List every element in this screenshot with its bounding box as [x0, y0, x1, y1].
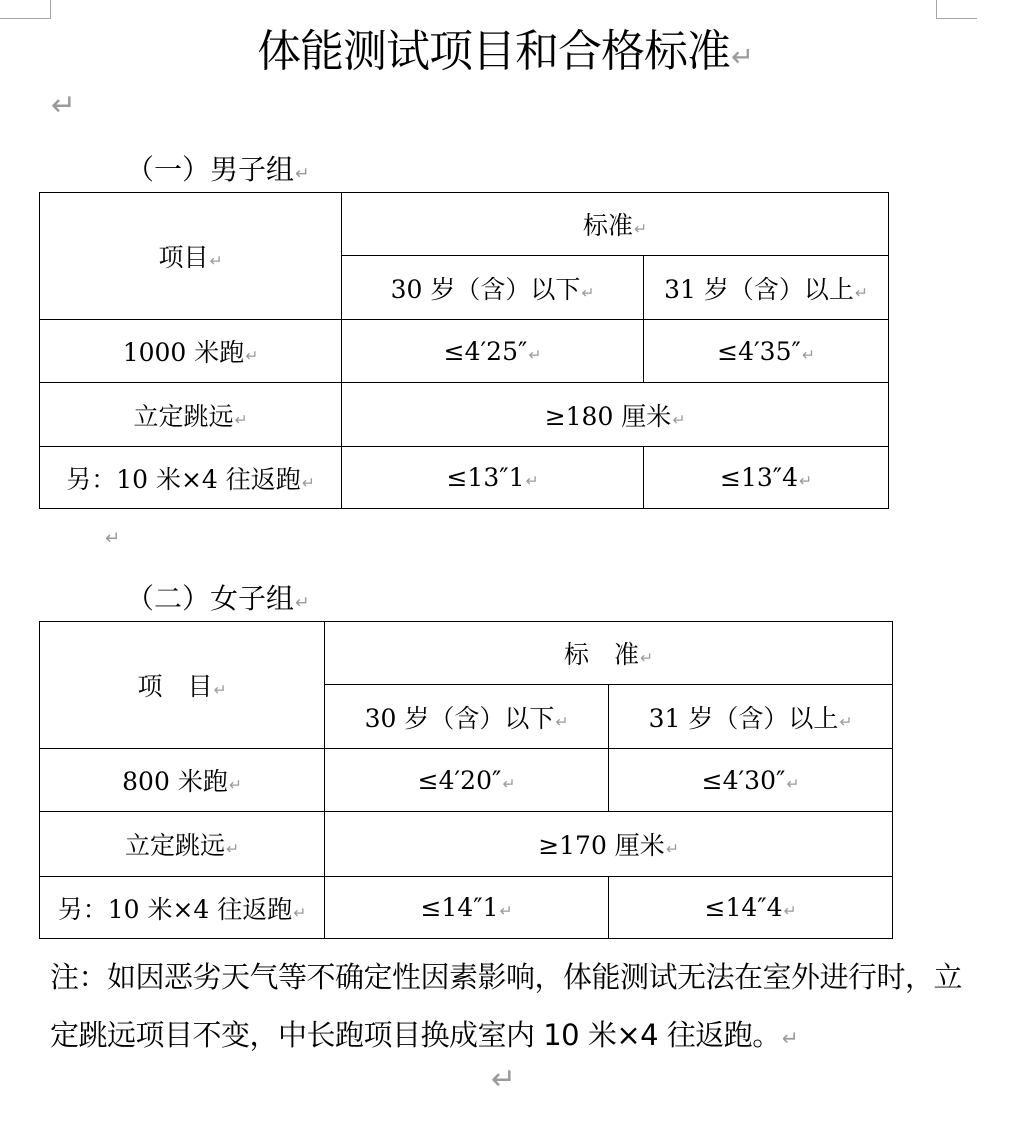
- paragraph-mark-icon: ↵: [781, 1026, 799, 1050]
- paragraph-mark-icon: ↵: [634, 220, 648, 238]
- empty-paragraph: [490, 1062, 516, 1097]
- men-section-heading: [126, 150, 310, 194]
- item-cell: [40, 877, 325, 939]
- header-cell-item: [40, 622, 325, 749]
- standard-text: ≤14″4: [704, 893, 783, 922]
- table-header-row: [40, 622, 893, 685]
- paragraph-mark-icon: ↵: [799, 472, 813, 490]
- standard-cell-under-30: [342, 447, 644, 509]
- paragraph-mark-icon: ↵: [301, 473, 315, 492]
- paragraph-mark-icon: ↵: [502, 774, 516, 793]
- standard-text: ≤13″4: [720, 463, 799, 492]
- men-standards-table: [39, 192, 889, 509]
- table-row: [40, 877, 893, 939]
- header-age-under-text: 30 岁（含）以下: [364, 703, 555, 733]
- item-text: 立定跳远: [133, 401, 234, 431]
- header-cell-age-under-30: [342, 256, 644, 320]
- header-age-over-text: 31 岁（含）以上: [664, 274, 854, 304]
- paragraph-mark-icon: ↵: [295, 593, 310, 613]
- crop-mark-top-right: [936, 0, 977, 19]
- paragraph-mark-icon: ↵: [228, 776, 242, 794]
- table-row: [40, 383, 889, 447]
- standard-cell-over-31: [644, 320, 889, 383]
- standard-cell-under-30: [342, 320, 644, 383]
- standard-text: ≤4′35″: [717, 336, 801, 366]
- header-item-text: 项目: [158, 243, 209, 272]
- paragraph-mark-icon: ↵: [295, 164, 310, 184]
- table-row: [40, 320, 889, 383]
- paragraph-mark-icon: ↵: [51, 88, 77, 123]
- item-cell: [40, 320, 342, 383]
- header-standard-text: 标准: [583, 211, 634, 240]
- women-heading-text: （二）女子组: [126, 582, 295, 615]
- standard-cell-merged: [325, 812, 893, 877]
- header-standard-text: 标 准: [564, 640, 640, 669]
- paragraph-mark-icon: ↵: [581, 283, 595, 302]
- paragraph-mark-icon: ↵: [665, 840, 679, 858]
- paragraph-mark-icon: ↵: [293, 903, 307, 922]
- standard-text: ≤4′25″: [443, 336, 528, 366]
- standard-text: ≤13″1: [446, 463, 525, 492]
- header-cell-item: [40, 193, 342, 320]
- standard-cell-under-30: [325, 877, 609, 939]
- paragraph-mark-icon: ↵: [499, 902, 513, 920]
- header-cell-age-under-30: [325, 685, 609, 749]
- item-text: 800 米跑: [122, 767, 228, 796]
- header-age-over-text: 31 岁（含）以上: [648, 703, 839, 733]
- item-text: 1000 米跑: [122, 338, 245, 367]
- header-item-text: 项 目: [137, 672, 213, 701]
- paragraph-mark-icon: ↵: [209, 252, 223, 270]
- paragraph-mark-icon: ↵: [234, 410, 248, 429]
- table-row: [40, 812, 893, 877]
- paragraph-mark-icon: ↵: [213, 681, 227, 699]
- empty-paragraph: [50, 88, 76, 123]
- table-row: [40, 749, 893, 812]
- header-cell-age-over-31: [609, 685, 893, 749]
- standard-cell-merged: [342, 383, 889, 447]
- note-paragraph: [50, 948, 980, 1067]
- item-cell: [40, 749, 325, 812]
- standard-text: ≥180 厘米: [544, 401, 672, 431]
- standard-text: ≤4′30″: [701, 765, 786, 795]
- table-row: [40, 447, 889, 509]
- paragraph-mark-icon: ↵: [555, 712, 569, 731]
- standard-cell-over-31: [644, 447, 889, 509]
- paragraph-mark-icon: ↵: [245, 347, 259, 365]
- standard-text: ≥170 厘米: [538, 831, 665, 860]
- standard-cell-under-30: [325, 749, 609, 812]
- item-cell: [40, 383, 342, 447]
- paragraph-mark-icon: ↵: [226, 840, 239, 858]
- item-cell: [40, 812, 325, 877]
- note-text: 注：如因恶劣天气等不确定性因素影响，体能测试无法在室外进行时，立定跳远项目不变，中长跑项目换成室内 10 米×4 往返跑。: [50, 960, 963, 1052]
- table-header-row: [40, 193, 889, 256]
- paragraph-mark-icon: ↵: [525, 472, 539, 490]
- header-cell-standard: [325, 622, 893, 685]
- header-age-under-text: 30 岁（含）以下: [390, 274, 581, 304]
- item-text: 立定跳远: [124, 831, 225, 860]
- item-text: 另：10 米×4 往返跑: [57, 894, 293, 924]
- crop-mark-top-left: [0, 0, 51, 19]
- women-standards-table: [39, 621, 893, 939]
- paragraph-mark-icon: ↵: [731, 42, 753, 73]
- men-heading-text: （一）男子组: [126, 153, 295, 186]
- paragraph-mark-icon: ↵: [491, 1062, 517, 1097]
- paragraph-mark-icon: ↵: [672, 410, 686, 429]
- item-cell: [40, 447, 342, 509]
- standard-cell-over-31: [609, 877, 893, 939]
- header-cell-standard: [342, 193, 889, 256]
- paragraph-mark-icon: ↵: [839, 712, 853, 731]
- header-cell-age-over-31: [644, 256, 889, 320]
- item-text: 另：10 米×4 往返跑: [66, 464, 301, 494]
- paragraph-mark-icon: ↵: [783, 902, 797, 920]
- women-section-heading: [126, 579, 310, 623]
- standard-text: ≤14″1: [420, 893, 499, 922]
- standard-text: ≤4′20″: [417, 765, 502, 795]
- paragraph-mark-icon: ↵: [105, 528, 121, 549]
- paragraph-mark-icon: ↵: [854, 283, 868, 302]
- paragraph-mark-icon: ↵: [640, 649, 654, 667]
- paragraph-mark-icon: ↵: [801, 345, 815, 364]
- paragraph-mark-icon: ↵: [528, 345, 542, 364]
- paragraph-mark-icon: ↵: [786, 774, 800, 793]
- empty-paragraph: [104, 528, 120, 549]
- document-title: [0, 22, 1010, 88]
- standard-cell-over-31: [609, 749, 893, 812]
- title-text: 体能测试项目和合格标准: [257, 26, 731, 77]
